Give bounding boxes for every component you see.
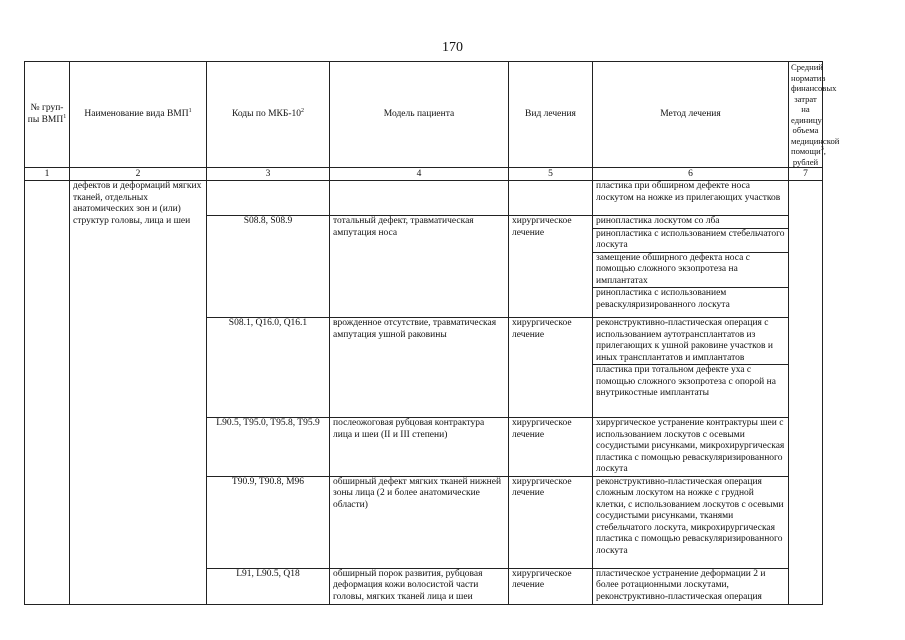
treatment-method-cell xyxy=(593,568,789,604)
treatment-method-cell xyxy=(593,418,789,477)
column-number: 7 xyxy=(789,168,823,181)
treatment-type-cell: хирургическое лечение xyxy=(509,568,593,604)
treatment-type-cell: хирургическое лечение xyxy=(509,216,593,318)
patient-model-cell: тотальный дефект, травматическая ампутация носа xyxy=(330,216,509,318)
col-header-vmp-name: Наименование вида ВМП$^1$ xyxy=(70,62,207,168)
cost-cell xyxy=(789,181,823,605)
table-row xyxy=(25,181,823,216)
col-header-treatment-type: Вид лечения xyxy=(509,62,593,168)
treatment-method-cell xyxy=(593,181,789,216)
treatment-method-cell xyxy=(593,476,789,568)
patient-model-cell xyxy=(330,181,509,216)
column-number: 5 xyxy=(509,168,593,181)
icd-codes-cell: T90.9, T90.8, M96 xyxy=(207,476,330,568)
method-item: ринопластика с использованием реваскуляризированного лоскута xyxy=(593,287,788,311)
col-header-treatment-method: Метод лечения xyxy=(593,62,789,168)
column-number: 4 xyxy=(330,168,509,181)
treatment-type-cell: хирургическое лечение xyxy=(509,476,593,568)
patient-model-cell: обширный порок развития, рубцовая деформация кожи волосистой части головы, мягких тканей лица и шеи xyxy=(330,568,509,604)
treatment-method-cell xyxy=(593,318,789,418)
vmp-name-cell: дефектов и деформаций мягких тканей, отдельных анатомических зон и (или) структур головы, лица и шеи xyxy=(70,181,207,605)
treatment-type-cell: хирургическое лечение xyxy=(509,318,593,418)
method-item: пластика при тотальном дефекте уха с помощью сложного экзопротеза с опорой на внутрикостные имплантаты xyxy=(593,364,788,400)
icd-codes-cell: S08.1, Q16.0, Q16.1 xyxy=(207,318,330,418)
col-header-icd-codes: Коды по МКБ-$10^2$ xyxy=(207,62,330,168)
page-number: 170 xyxy=(442,40,463,55)
icd-codes-cell: L91, L90.5, Q18 xyxy=(207,568,330,604)
method-item: реконструктивно-пластическая операция с использованием аутотрансплантатов из прилегающих к ушной раковине участков и иных трансплантатов и имплантатов xyxy=(596,318,773,363)
patient-model-cell: обширный дефект мягких тканей нижней зоны лица (2 и более анатомические области) xyxy=(330,476,509,568)
col-header-cost: Средний норматив финансовых затрат на единицу объема медицинской помощи$^3$, рублей xyxy=(789,62,823,168)
treatment-type-cell xyxy=(509,181,593,216)
method-item: замещение обширного дефекта носа с помощью сложного экзопротеза на имплантатах xyxy=(593,252,788,288)
column-number: 2 xyxy=(70,168,207,181)
col-header-patient-model: Модель пациента xyxy=(330,62,509,168)
group-number-cell xyxy=(25,181,70,605)
col-header-group-number: № груп-пы ВМП$^1$ xyxy=(25,62,70,168)
icd-codes-cell: L90.5, T95.0, T95.8, T95.9 xyxy=(207,418,330,477)
vmp-table xyxy=(24,61,840,605)
method-item: реконструктивно-пластическая операция сложным лоскутом на ножке с грудной клетки, с использованием лоскутов с осевыми сосудистыми рисунками, тканями стебельчатого лоскута, микрохирургическая пластика с помощью реваскуляризированного лоскута xyxy=(596,476,784,556)
icd-codes-cell: S08.8, S08.9 xyxy=(207,216,330,318)
column-number: 1 xyxy=(25,168,70,181)
patient-model-cell: врожденное отсутствие, травматическая ампутация ушной раковины xyxy=(330,318,509,418)
treatment-type-cell: хирургическое лечение xyxy=(509,418,593,477)
method-item: пластическое устранение деформации 2 и более ротационными лоскутами, реконструктивно-пластическая операция xyxy=(596,568,766,602)
method-item: пластика при обширном дефекте носа лоскутом на ножке из прилегающих участков xyxy=(596,181,781,203)
header-row xyxy=(25,62,823,168)
method-item: ринопластика лоскутом со лба xyxy=(596,216,720,226)
method-item: хирургическое устранение контрактуры шеи с использованием лоскутов с осевыми сосудистыми рисунками, микрохирургическая пластика с помощью реваскуляризированного лоскута xyxy=(596,418,785,474)
column-number: 3 xyxy=(207,168,330,181)
column-numbers-row xyxy=(25,168,823,181)
treatment-method-cell xyxy=(593,216,789,318)
method-item: ринопластика с использованием стебельчатого лоскута xyxy=(593,228,788,252)
column-number: 6 xyxy=(593,168,789,181)
icd-codes-cell xyxy=(207,181,330,216)
patient-model-cell: послеожоговая рубцовая контрактура лица и шеи (II и III степени) xyxy=(330,418,509,477)
